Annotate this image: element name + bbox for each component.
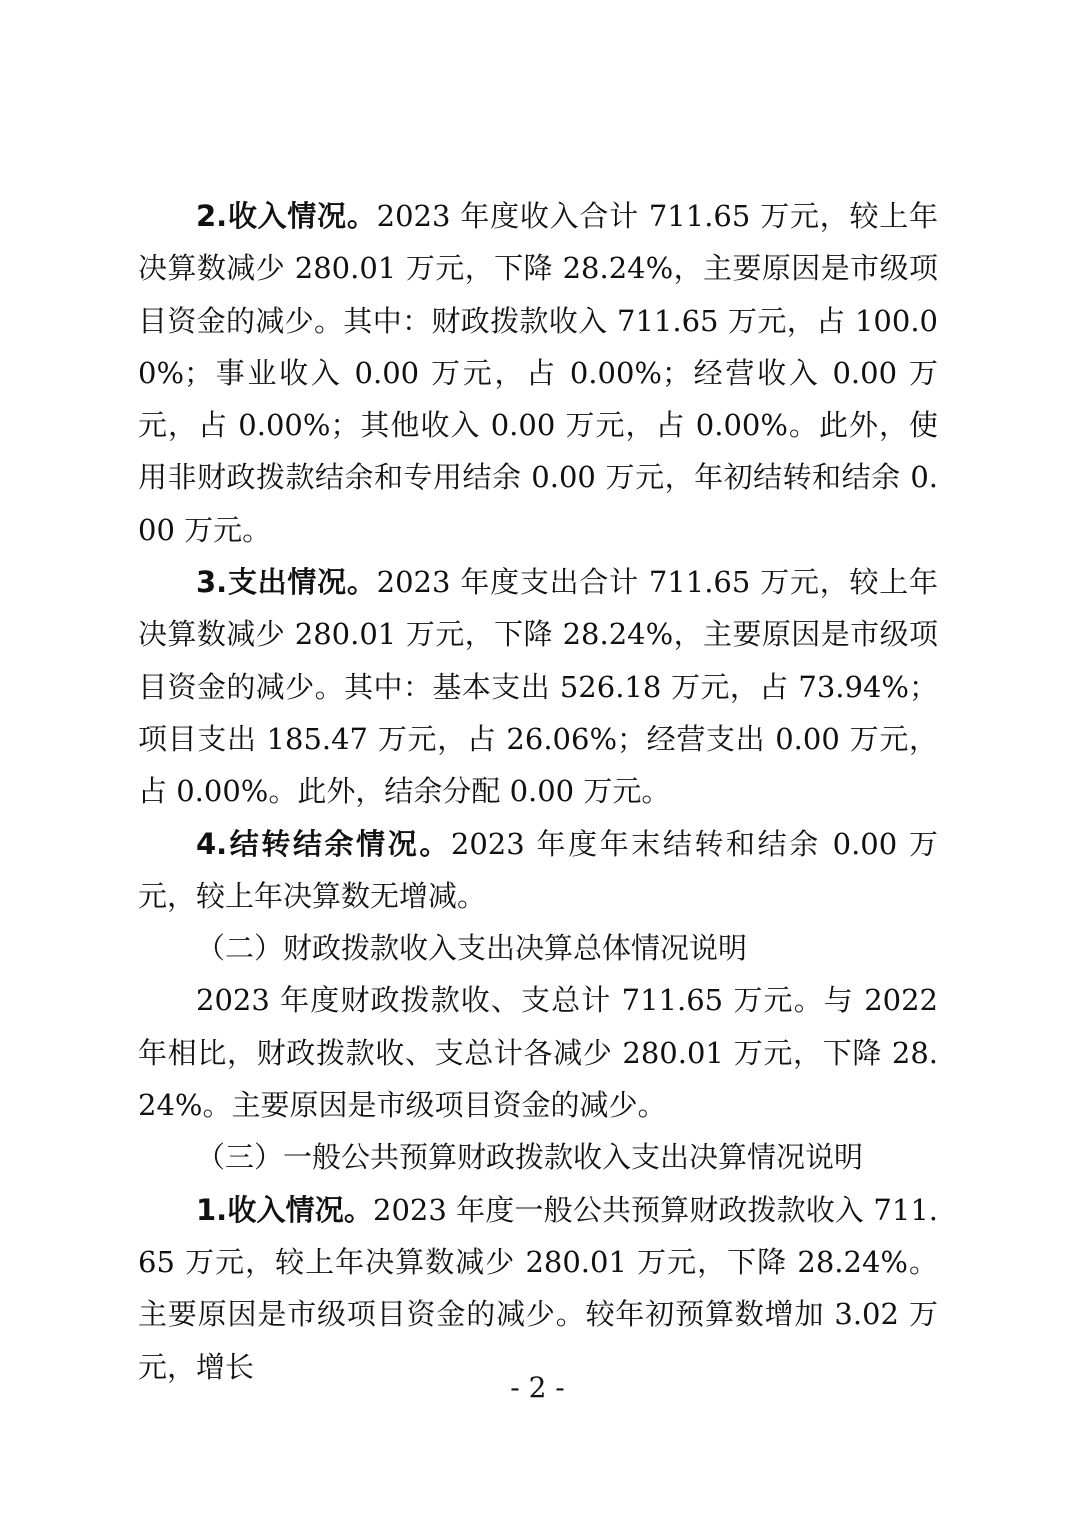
document-body — [138, 190, 938, 1393]
paragraph-lead: 1.收入情况。 — [196, 1192, 374, 1227]
paragraph-lead: 4.结转结余情况。 — [196, 826, 451, 861]
section-heading-fiscal-overall: （二）财政拨款收入支出决算总体情况说明 — [196, 931, 748, 966]
paragraph-text: 2023 年度年末结转和结余 0.00 万元，较上年决算数无增减。 — [138, 826, 938, 913]
paragraph-text: 2023 年度财政拨款收、支总计 711.65 万元。与 2022 年相比，财政拨款收、支总计各减少 280.01 万元，下降 28.24%。主要原因是市级项目资金的减少。 — [138, 983, 938, 1123]
paragraph-general-budget-income — [138, 1184, 938, 1393]
paragraph-carryover — [138, 818, 938, 923]
paragraph-lead: 2.收入情况。 — [196, 199, 377, 233]
paragraph-lead: 3.支出情况。 — [196, 565, 377, 600]
paragraph-text: 2023 年度一般公共预算财政拨款收入 711.65 万元，较上年决算数减少 280.01 万元，下降 28.24%。主要原因是市级项目资金的减少。较年初预算数增加 3.02 万元，增长 — [138, 1192, 938, 1384]
paragraph-expenditure — [138, 556, 938, 817]
paragraph-text: 2023 年度收入合计 711.65 万元，较上年决算数减少 280.01 万元，下降 28.24%，主要原因是市级项目资金的减少。其中：财政拨款收入 711.65 万元，占 100.00%；事业收入 0.00 万元，占 0.00%；经营收入 0.00 万元，占 0.00%；其他收入 0.00 万元，占 0.00%。此外，使用非财政拨款结余和专用结余 0.00 万元，年初结转和结余 0.00 万元。 — [138, 199, 938, 547]
section-heading-general-budget: （三）一般公共预算财政拨款收入支出决算情况说明 — [196, 1140, 864, 1175]
paragraph-text: 2023 年度支出合计 711.65 万元，较上年决算数减少 280.01 万元，下降 28.24%，主要原因是市级项目资金的减少。其中：基本支出 526.18 万元，占 73.94%；项目支出 185.47 万元，占 26.06%；经营支出 0.00 万元，占 0.00%。此外，结余分配 0.00 万元。 — [138, 565, 938, 809]
paragraph-income — [138, 190, 938, 556]
page-number: - 2 - — [510, 1371, 565, 1404]
paragraph-fiscal-overall — [138, 974, 938, 1131]
